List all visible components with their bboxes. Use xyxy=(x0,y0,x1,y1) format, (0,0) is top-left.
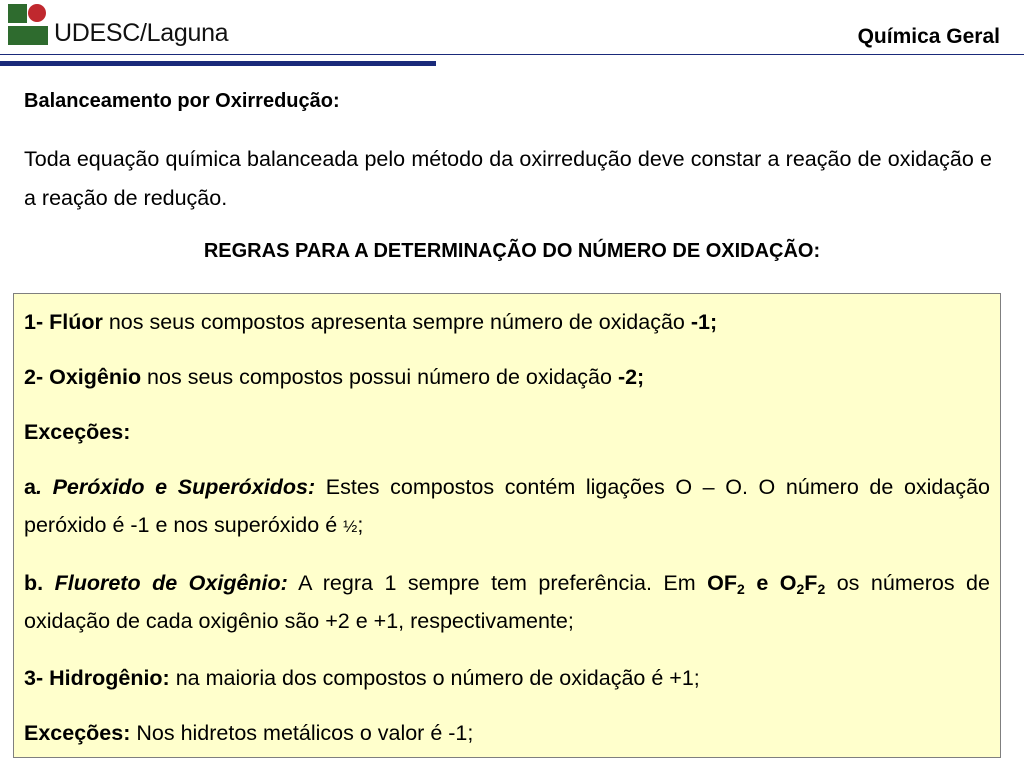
rule-1-text: nos seus compostos apresenta sempre número de oxidação xyxy=(102,310,691,334)
rule-3-lead: 3- Hidrogênio: xyxy=(24,666,170,690)
formula-of2-sub: 2 xyxy=(737,581,745,597)
rule-2-value: -2; xyxy=(617,365,645,389)
exception-b-title: Fluoreto de Oxigênio: xyxy=(43,571,288,595)
rule-1-lead: 1- Flúor xyxy=(24,310,103,334)
rule-2-text: nos seus compostos possui número de oxidação xyxy=(141,365,618,389)
brand-name: UDESC/Laguna xyxy=(54,19,229,47)
exception-b-conj: e xyxy=(744,571,780,595)
formula-o2f2-f: F xyxy=(804,571,818,595)
formula-o2f2-o-sub: 2 xyxy=(796,581,805,597)
rule-3-exceptions-text: Nos hidretos metálicos o valor é -1; xyxy=(130,721,474,745)
formula-o2f2 xyxy=(780,571,825,595)
exception-b-text: A regra 1 sempre tem preferência. Em xyxy=(287,571,708,595)
rules-title: REGRAS PARA A DETERMINAÇÃO DO NÚMERO DE OXIDAÇÃO: xyxy=(203,240,821,262)
exceptions-label: Exceções: xyxy=(24,420,131,444)
exception-a-text: Estes compostos contém ligações O – O. O número de oxidação peróxido é -1 e nos superóxido é xyxy=(24,475,991,537)
exception-a-fraction: ½ xyxy=(343,517,358,536)
rule-2-lead: 2- Oxigênio xyxy=(24,365,142,389)
rule-1-value: -1; xyxy=(690,310,718,334)
rule-2 xyxy=(24,365,990,389)
rule-3 xyxy=(24,666,990,690)
udesc-logo-icon xyxy=(7,3,49,47)
section-heading: Balanceamento por Oxirredução: xyxy=(24,90,340,112)
exception-a xyxy=(24,468,990,546)
rule-3-exceptions-lead: Exceções: xyxy=(24,721,131,745)
exception-b-rest: os números de oxidação de cada oxigênio são +2 e +1, respectivamente; xyxy=(24,571,990,633)
header-divider xyxy=(0,54,1024,55)
exception-a-end: ; xyxy=(357,513,364,537)
exception-a-title: Peróxido e Superóxidos: xyxy=(41,475,316,499)
exception-b-marker: b. xyxy=(24,571,44,595)
rules-box xyxy=(13,293,1001,758)
exception-b xyxy=(24,564,990,640)
intro-paragraph: Toda equação química balanceada pelo método da oxirredução deve constar a reação de oxidação e a reação de redução. xyxy=(24,147,992,210)
exception-a-dot: . xyxy=(35,475,42,499)
exception-a-marker: a xyxy=(24,475,36,499)
formula-of2 xyxy=(707,571,745,595)
formula-o2f2-f-sub: 2 xyxy=(817,581,826,597)
rule-1 xyxy=(24,310,990,334)
formula-o2f2-o: O xyxy=(779,571,797,595)
rule-3-text: na maioria dos compostos o número de oxidação é +1; xyxy=(169,666,700,690)
header-accent-bar xyxy=(0,61,436,66)
rule-3-exceptions xyxy=(24,721,990,745)
formula-of2-base: OF xyxy=(707,571,738,595)
course-title: Química Geral xyxy=(857,25,1000,48)
